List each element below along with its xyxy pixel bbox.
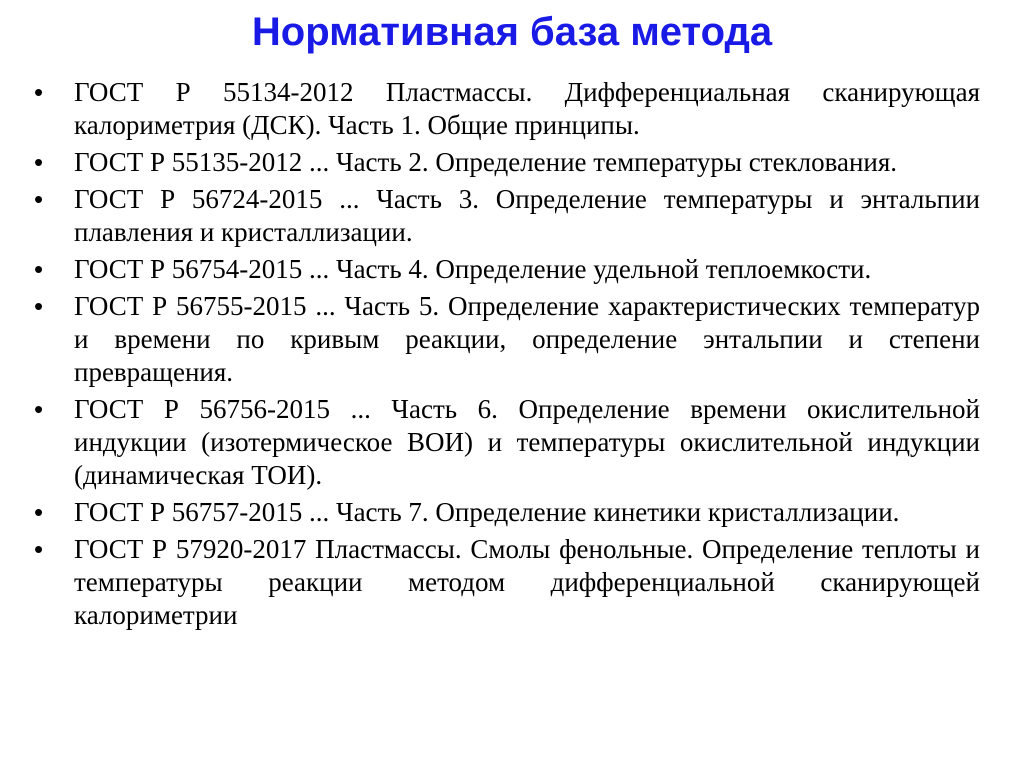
bullet-icon: • [34,534,44,564]
list-item [34,496,980,529]
bullet-icon: • [34,254,44,284]
bullet-icon: • [34,184,44,214]
bullet-icon: • [34,147,44,177]
list-item-text: ГОСТ Р 57920-2017 Пластмассы. Смолы фенольные. Определение теплоты и температуры реакции методом дифференциальной сканирующей калориметрии [74,534,980,630]
list-item [34,253,980,286]
list-item-text: ГОСТ Р 56724-2015 ... Часть 3. Определение температуры и энтальпии плавления и кристаллизации. [74,184,980,247]
list-item-text: ГОСТ Р 56756-2015 ... Часть 6. Определение времени окислительной индукции (изотермическое ВОИ) и температуры окислительной индукции (динамическая ТОИ). [74,394,980,490]
list-item-text: ГОСТ Р 55135-2012 ... Часть 2. Определение температуры стеклования. [74,147,898,177]
list-item [34,393,980,492]
list-item [34,183,980,249]
bullet-icon: • [34,77,44,107]
list-item [34,146,980,179]
slide-title: Нормативная база метода [251,10,773,54]
list-item [34,533,980,632]
bullet-icon: • [34,394,44,424]
bullet-icon: • [34,291,44,321]
bullet-list [34,76,980,636]
list-item-text: ГОСТ Р 56757-2015 ... Часть 7. Определение кинетики кристаллизации. [74,497,900,527]
list-item [34,290,980,389]
list-item-text: ГОСТ Р 55134-2012 Пластмассы. Дифференциальная сканирующая калориметрия (ДСК). Часть 1. Общие принципы. [74,77,980,140]
list-item [34,76,980,142]
list-item-text: ГОСТ Р 56755-2015 ... Часть 5. Определение характеристических температур и времени по кривым реакции, определение энтальпии и степени превращения. [74,291,980,387]
list-item-text: ГОСТ Р 56754-2015 ... Часть 4. Определение удельной теплоемкости. [74,254,872,284]
bullet-icon: • [34,497,44,527]
